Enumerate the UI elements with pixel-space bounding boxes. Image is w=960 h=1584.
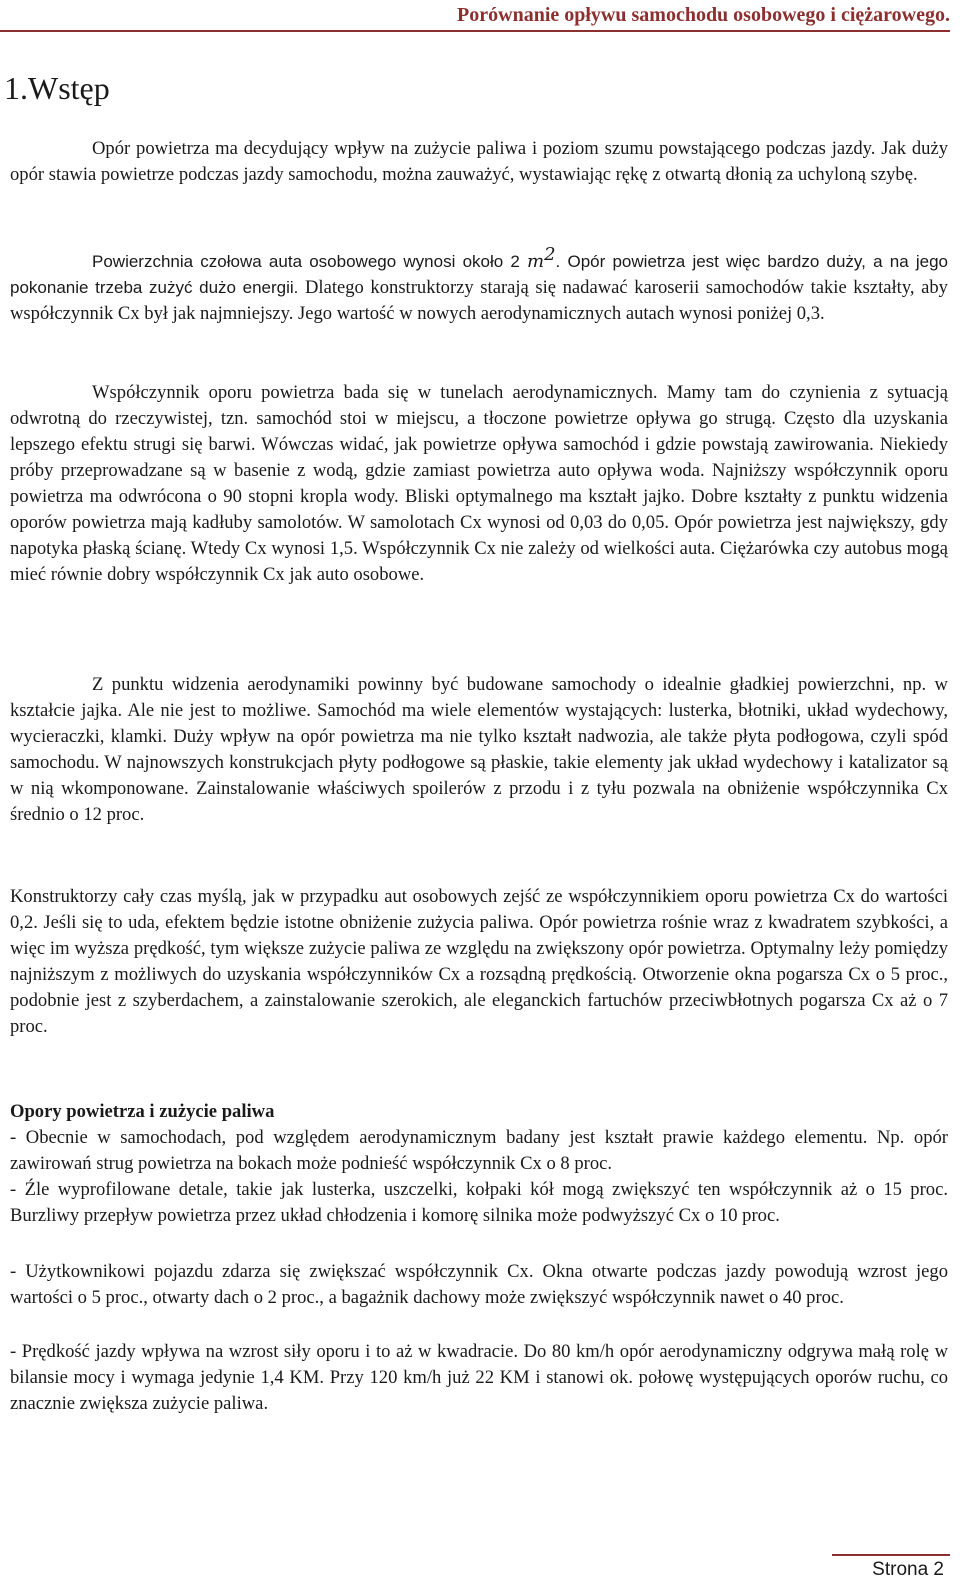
header-title: Porównanie opływu samochodu osobowego i ciężarowego.	[457, 4, 950, 26]
list-item: - Użytkownikowi pojazdu zdarza się zwiększać współczynnik Cx. Okna otwarte podczas jazdy powodują wzrost jego wartości o 5 proc., otwarty dach o 2 proc., a bagażnik dachowy może zwiększyć współczynnik nawet o 40 proc.	[10, 1261, 948, 1308]
paragraph-intro: Opór powietrza ma decydujący wpływ na zużycie paliwa i poziom szumu powstającego podczas jazdy. Jak duży opór stawia powietrze podczas jazdy samochodu, można zauważyć, wystawiając rękę z otwartą dłonią za uchyloną szybę.	[10, 138, 948, 185]
page-header	[0, 2, 950, 32]
paragraph-wind-tunnel: Współczynnik oporu powietrza bada się w tunelach aerodynamicznych. Mamy tam do czynienia z sytuacją odwrotną do rzeczywistej, tzn. samochód stoi w miejscu, a tłoczone powietrze opływa go strugą. Często dla uzyskania lepszego efektu strugi się barwi. Wówczas widać, jak powietrze opływa samochód i gdzie powstają zawirowania. Niekiedy próby przeprowadzane są w basenie z wodą, gdzie zamiast powietrza auto opływa woda. Najniższy współczynnik oporu powietrza ma odwrócona o 90 stopni kropla wody. Bliski optymalnego ma kształt jajko. Dobre kształty z punktu widzenia oporów powietrza mają kadłuby samolotów. W samolotach Cx wynosi od 0,03 do 0,05. Opór powietrza jest największy, gdy napotyka płaską ścianę. Wtedy Cx wynosi 1,5. Współczynnik Cx nie zależy od wielkości auta. Ciężarówka czy autobus mogą mieć równie dobry współczynnik Cx jak auto osobowe.	[10, 382, 948, 585]
subsection-title: Opory powietrza i zużycie paliwa	[10, 1101, 275, 1122]
paragraph-frontal-area-rest: Dlatego konstruktorzy starają się nadawać karoserii samochodów takie kształty, aby współczynnik Cx był jak najmniejszy. Jego wartość w nowych aerodynamicznych autach wynosi poniżej 0,3.	[10, 277, 948, 325]
section-title: 1.Wstęp	[4, 70, 110, 106]
list-item: - Obecnie w samochodach, pod względem aerodynamicznym badany jest kształt prawie każdego elementu. Np. opór zawirowań strug powietrza na bokach może podnieść współczynnik Cx o 8 proc.	[10, 1127, 948, 1174]
paragraph-frontal-area	[10, 242, 948, 327]
list-item: - Prędkość jazdy wpływa na wzrost siły oporu i to aż w kwadracie. Do 80 km/h opór aerodynamiczny odgrywa małą rolę w bilansie mocy i wymaga jedynie 1,4 KM. Przy 120 km/h już 22 KM i stanowi ok. połowę występujących oporów ruchu, co znacznie zwiększa zużycie paliwa.	[10, 1341, 948, 1414]
page-footer	[832, 1554, 950, 1584]
paragraph-frontal-area-text: Powierzchnia czołowa auta osobowego wynosi około 2	[92, 252, 520, 272]
list-item: - Źle wyprofilowane detale, takie jak lusterka, uszczelki, kołpaki kół mogą zwiększyć ten współczynnik aż o 15 proc. Burzliwy przepływ powietrza przez układ chłodzenia i komorę silnika może podwyższyć Cx o 10 proc.	[10, 1179, 948, 1226]
paragraph-designers: Konstruktorzy cały czas myślą, jak w przypadku aut osobowych zejść ze współczynnikiem oporu powietrza Cx do wartości 0,2. Jeśli się to uda, efektem będzie istotne obniżenie zużycia paliwa. Opór powietrza rośnie wraz z kwadratem szybkości, a więc im wyższa prędkość, tym większe zużycie paliwa ze względu na zwiększony opór powietrza. Optymalny leży pomiędzy najniższym z możliwych do uzyskania współczynników Cx a rozsądną prędkością. Otworzenie okna pogarsza Cx o 5 proc., podobnie jest z szyberdachem, a zainstalowanie szerokich, ale eleganckich fartuchów przeciwbłotnych pogarsza Cx aż o 7 proc.	[10, 886, 948, 1037]
page-number: Strona 2	[872, 1559, 944, 1580]
math-m: m	[527, 251, 545, 273]
paragraph-frontal-area-cont: . Opór powietrza jest więc bardzo duży, a na jego pokonanie trzeba zużyć dużo energii.	[10, 252, 948, 298]
paragraph-smooth-surface: Z punktu widzenia aerodynamiki powinny być budowane samochody o idealnie gładkiej powierzchni, np. w kształcie jajka. Ale nie jest to możliwe. Samochód ma wiele elementów wystających: lusterka, błotniki, układ wydechowy, wycieraczki, klamki. Duży wpływ na opór powietrza ma nie tylko kształt nadwozia, ale także płyta podłogowa, czyli spód samochodu. W najnowszych konstrukcjach płyty podłogowe są płaskie, takie elementy jak układ wydechowy i katalizator są w nią wkomponowane. Zainstalowanie właściwych spoilerów z przodu i z tyłu pozwala na obniżenie współczynnika Cx średnio o 12 proc.	[10, 674, 948, 825]
math-superscript: 2	[544, 244, 556, 265]
